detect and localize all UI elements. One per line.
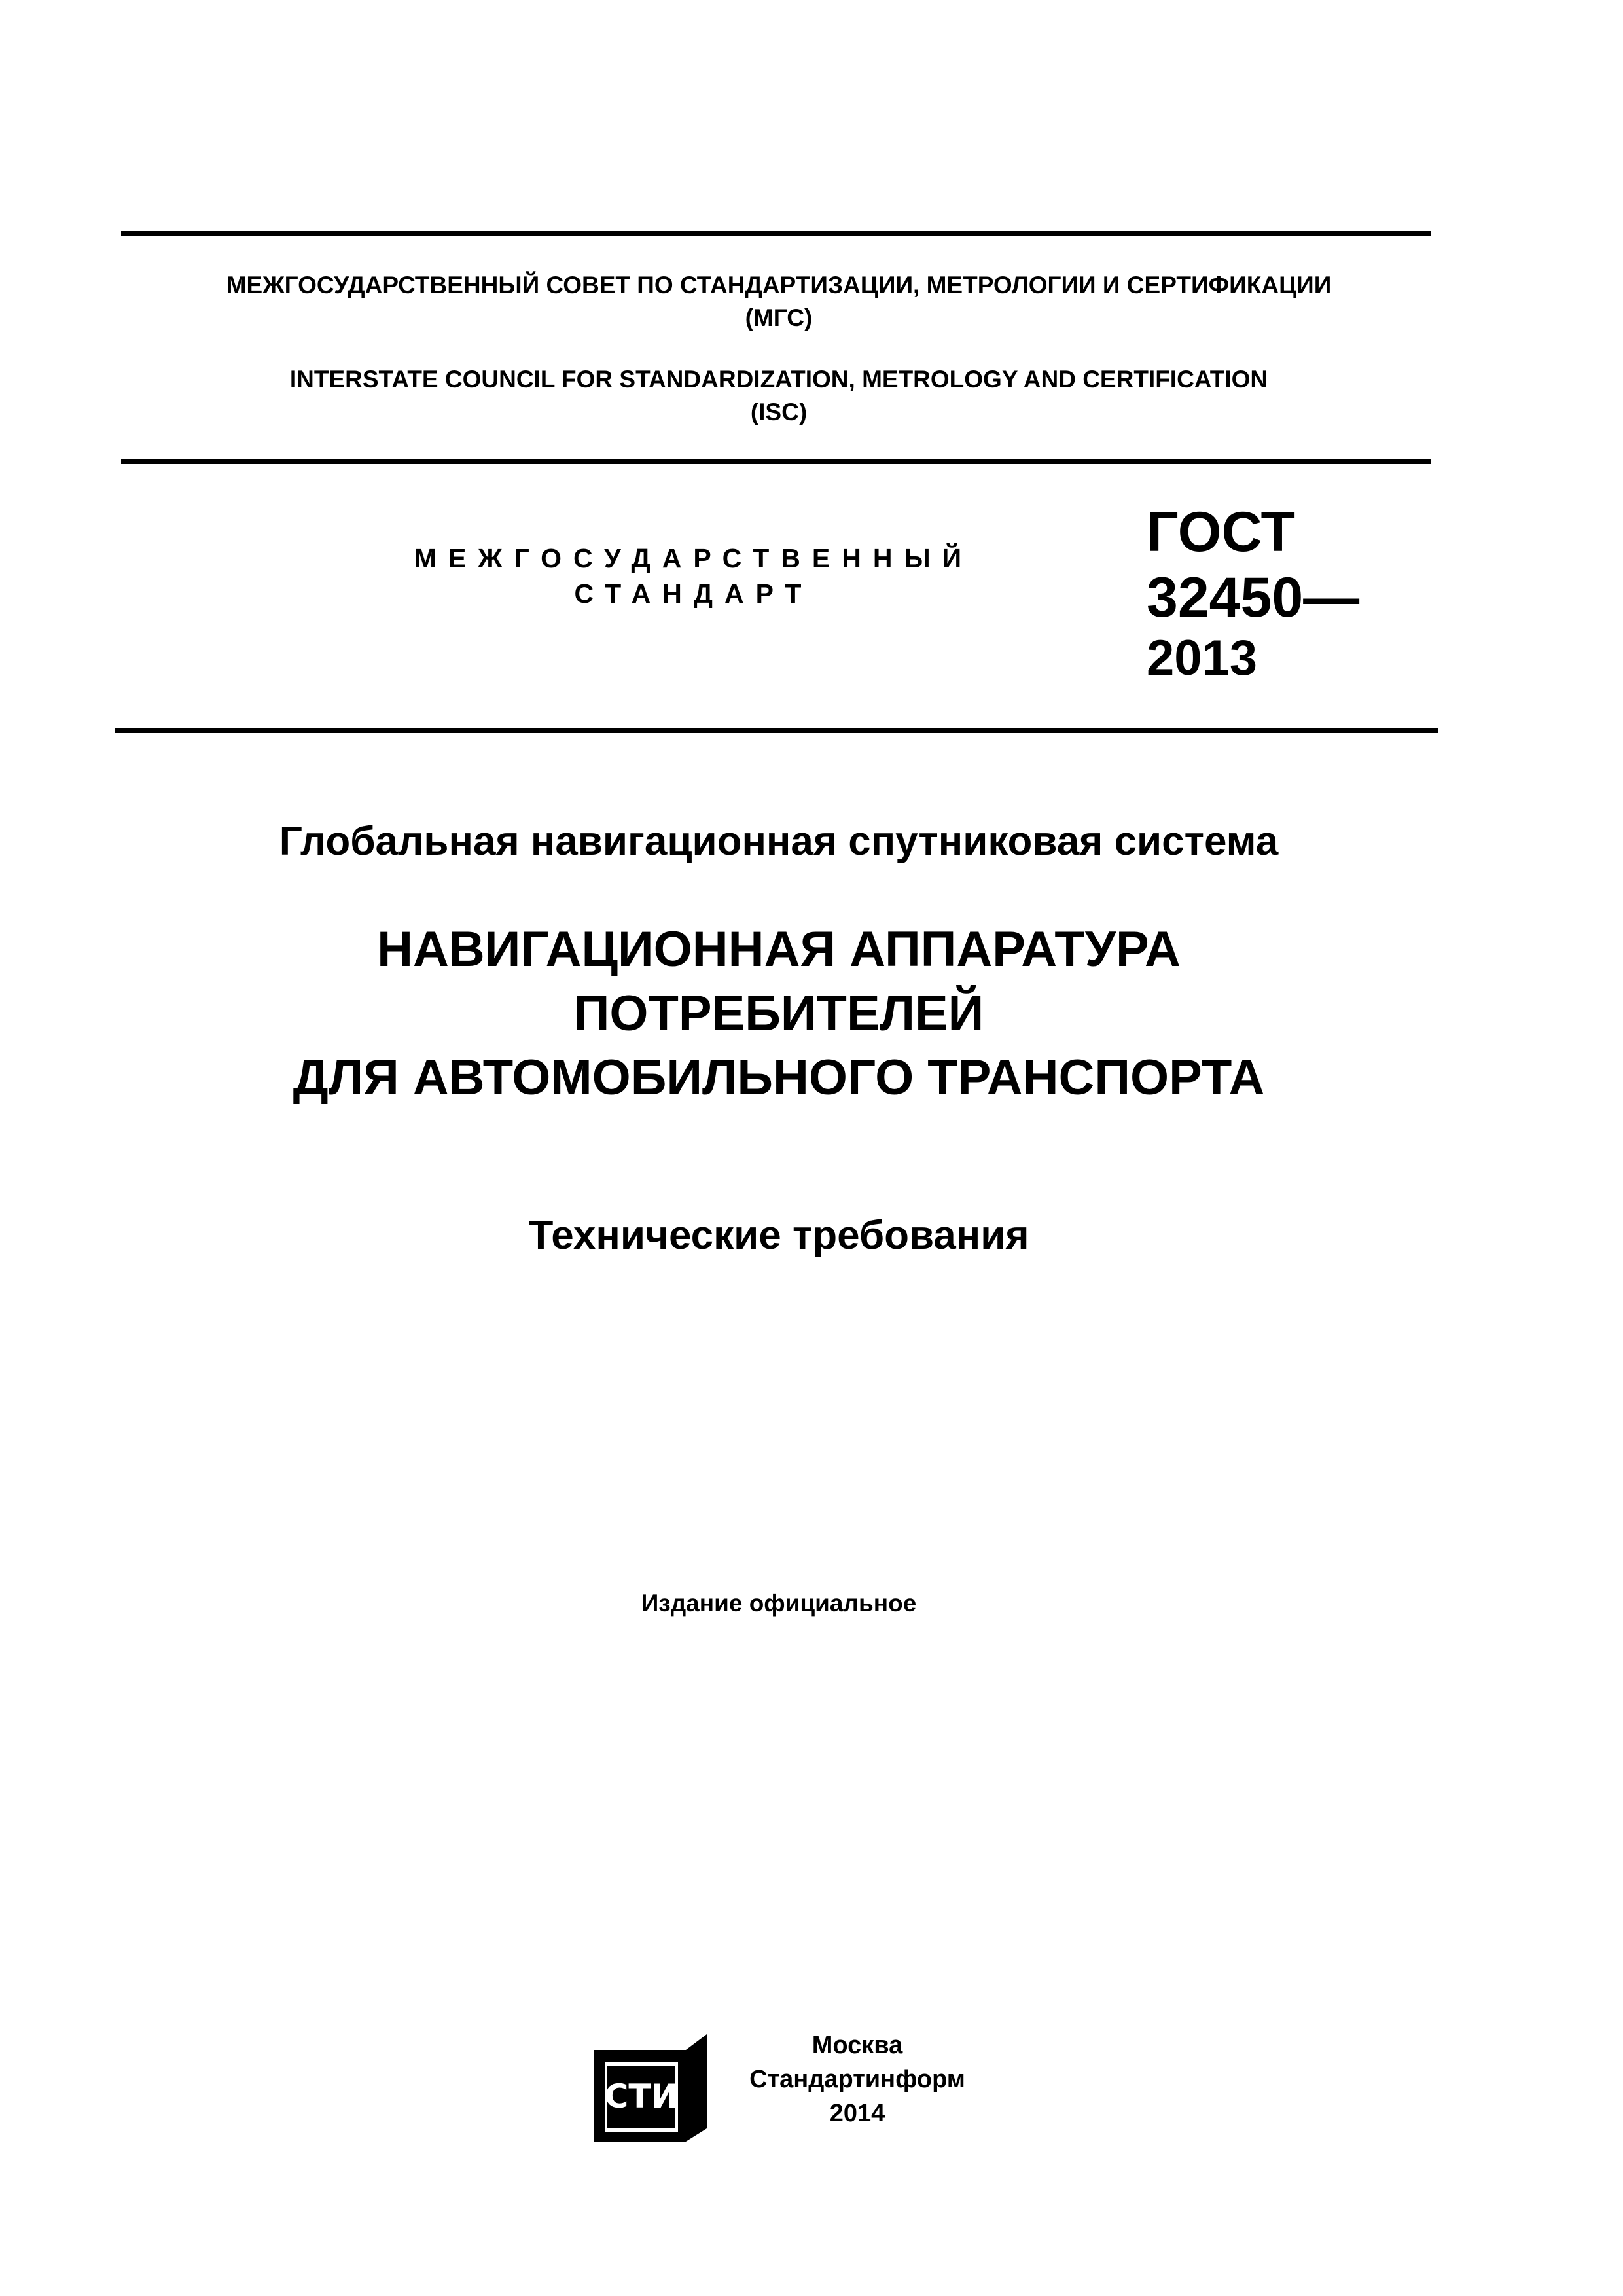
designation-rule: [115, 728, 1438, 733]
document-title-line1: НАВИГАЦИОННАЯ АППАРАТУРА: [377, 922, 1181, 977]
standard-type-line1: МЕЖГОСУДАРСТВЕННЫЙ: [414, 543, 974, 573]
council-name-en: INTERSTATE COUNCIL FOR STANDARDIZATION, METROLOGY AND CERTIFICATION: [289, 366, 1268, 393]
subject-line: Глобальная навигационная спутниковая система: [279, 819, 1279, 864]
council-rule: [121, 459, 1431, 464]
council-name-ru: МЕЖГОСУДАРСТВЕННЫЙ СОВЕТ ПО СТАНДАРТИЗАЦИИ, МЕТРОЛОГИИ И СЕРТИФИКАЦИИ: [226, 272, 1332, 298]
publisher-name: Стандартинформ: [749, 2066, 965, 2093]
standartinform-logo-icon: [590, 2030, 715, 2145]
council-abbr-en: (ISC): [750, 399, 808, 425]
gost-year: 2013: [1147, 630, 1258, 686]
logo-text: СТИ: [604, 2077, 679, 2115]
document-subtitle: Технические требования: [528, 1213, 1029, 1258]
edition-note: Издание официальное: [641, 1590, 917, 1617]
document-title-line3: ДЛЯ АВТОМОБИЛЬНОГО ТРАНСПОРТА: [293, 1050, 1265, 1105]
gost-number: 32450—: [1147, 566, 1360, 629]
council-abbr-ru: (МГС): [745, 304, 813, 331]
top-rule: [121, 231, 1431, 236]
publisher-city: Москва: [812, 2032, 903, 2059]
document-title-line2: ПОТРЕБИТЕЛЕЙ: [573, 986, 984, 1041]
standard-type-line2: СТАНДАРТ: [574, 579, 813, 609]
publisher-year: 2014: [829, 2100, 885, 2127]
gost-label: ГОСТ: [1147, 501, 1296, 564]
